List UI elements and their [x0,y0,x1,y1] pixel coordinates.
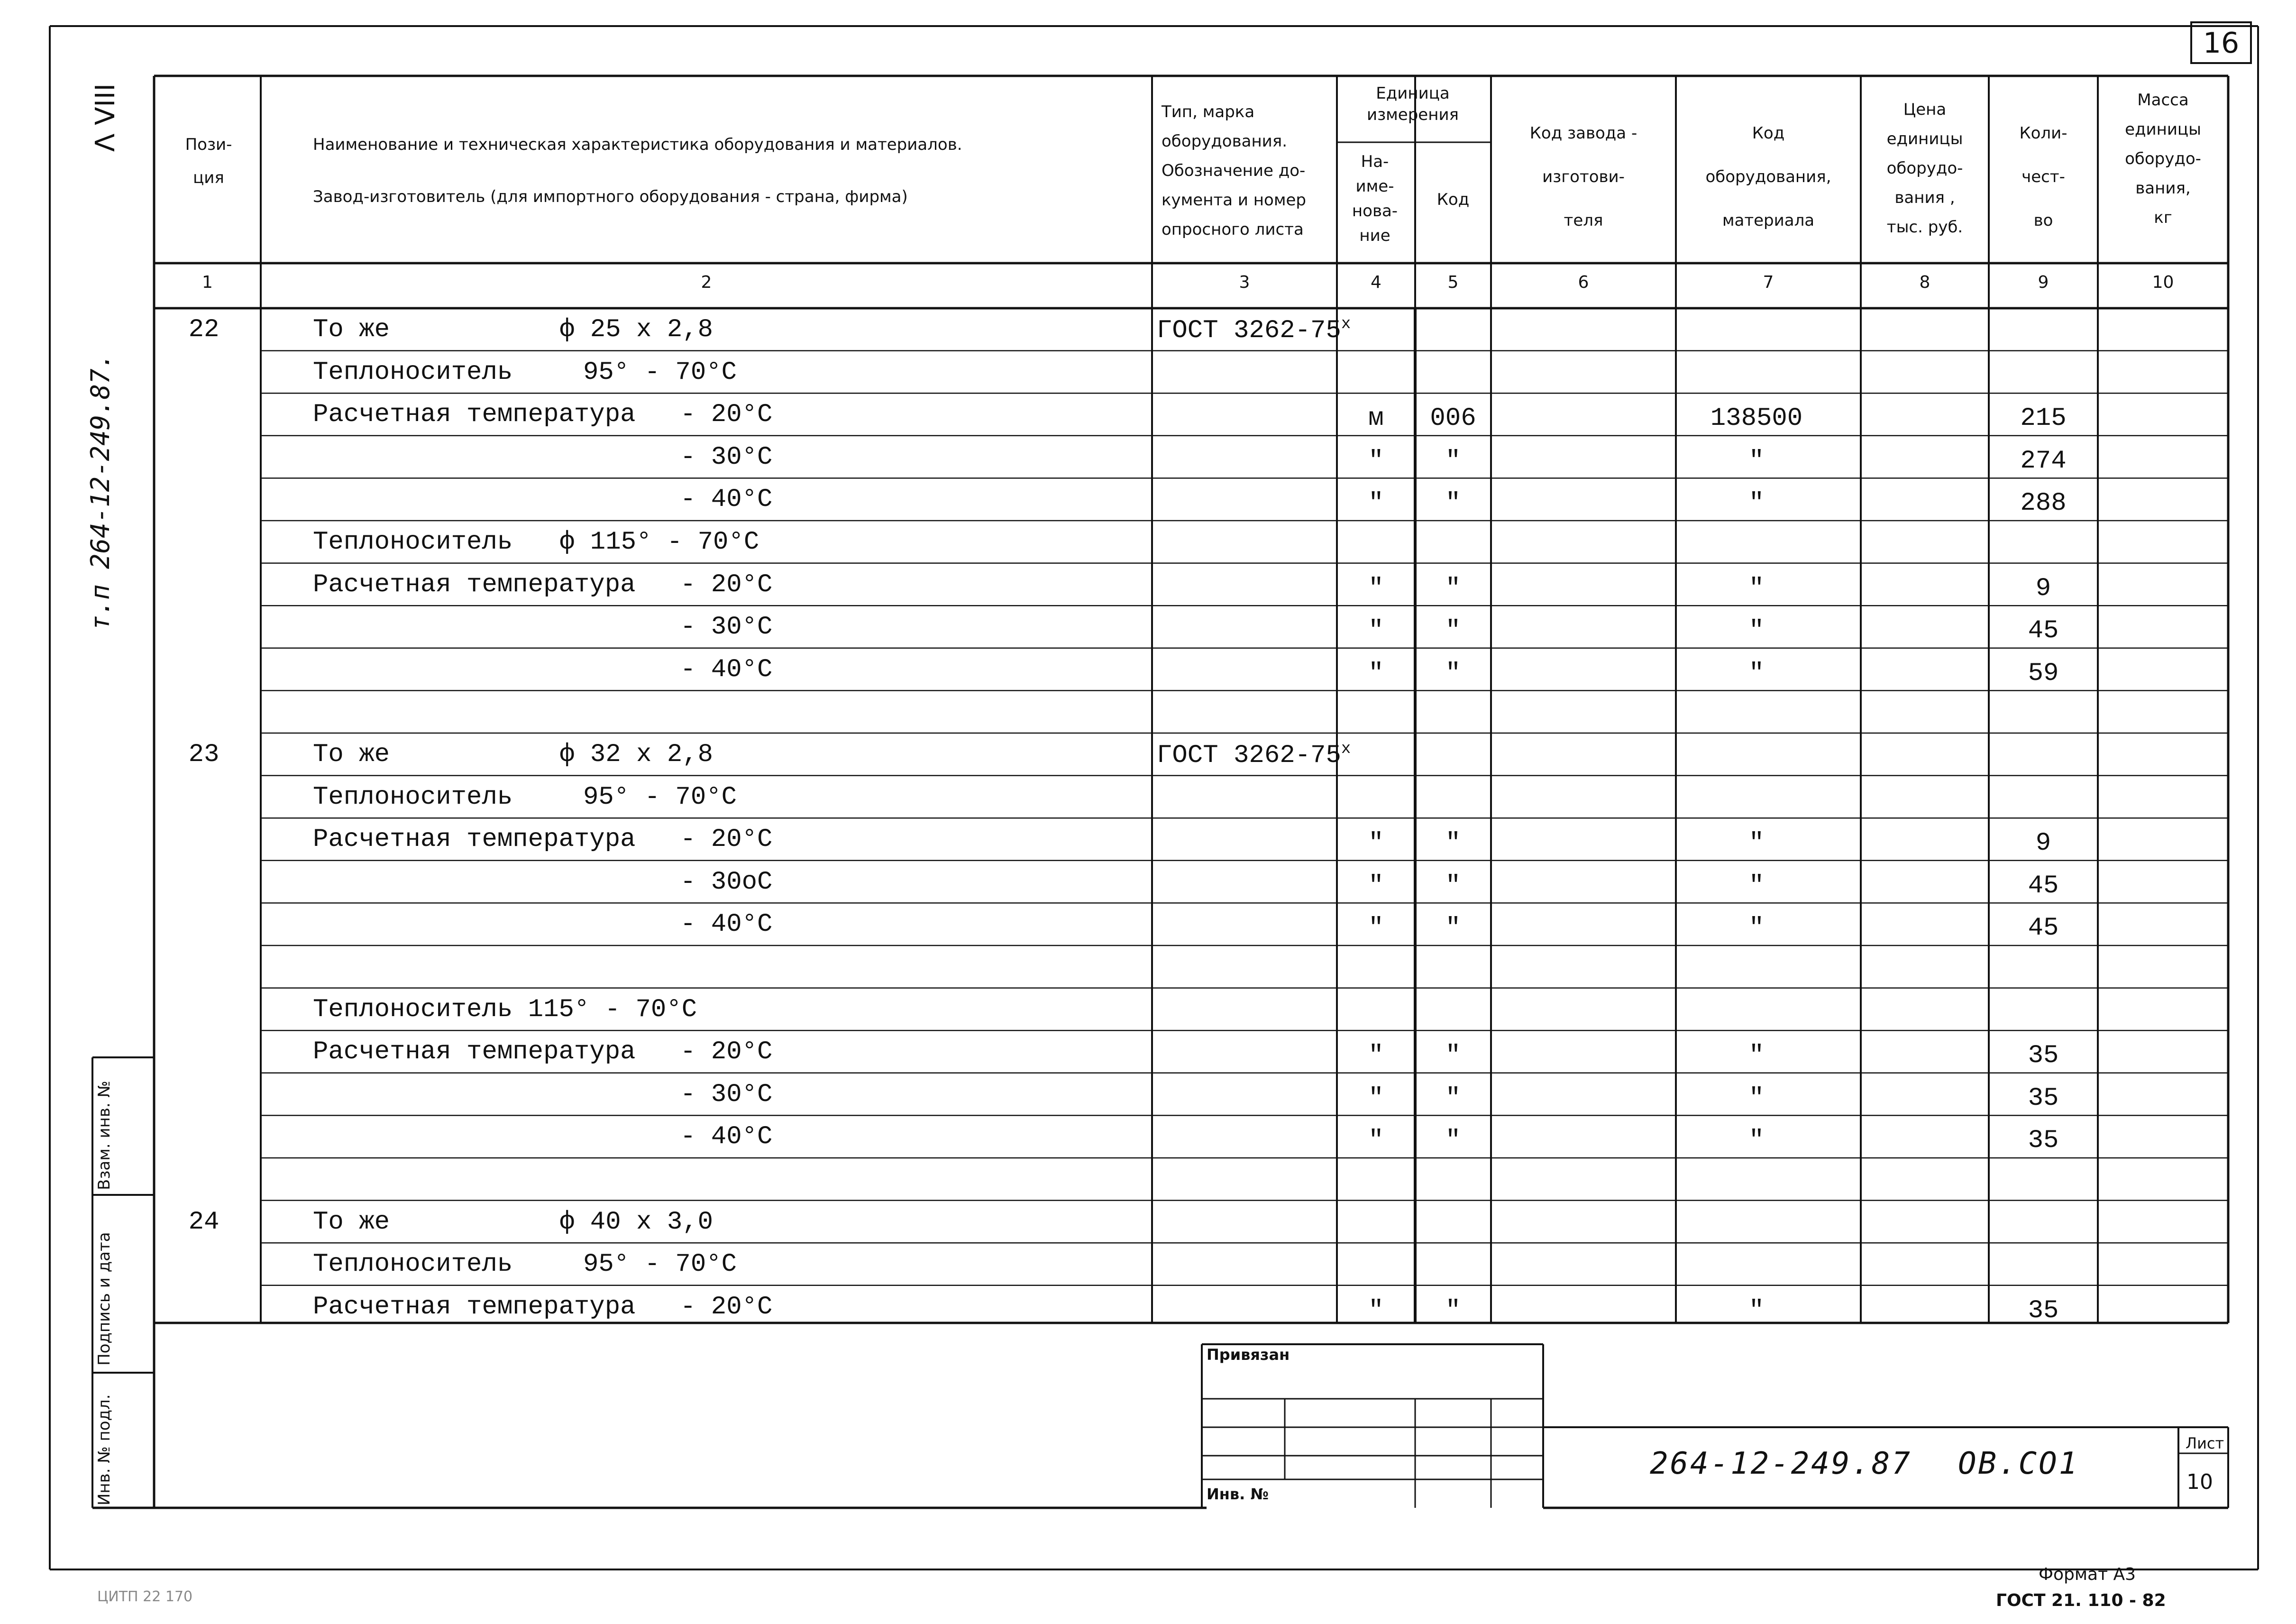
row-characteristic: - 20°С [680,570,773,599]
row-name: Расчетная температура [313,825,636,854]
row-characteristic: - 30°С [680,613,773,642]
row-material-code: " [1748,574,1765,603]
row-unit-code: " [1445,1041,1461,1071]
row-unit-code: " [1445,489,1461,518]
format-label: Формат А3 [2039,1565,2136,1584]
row-material-code: " [1748,1126,1765,1156]
row-name: Теплоноситель [313,358,513,387]
row-characteristic: - 30°С [680,442,773,472]
row-material-code: " [1748,446,1765,476]
row-material-code: " [1748,489,1765,518]
row-quantity: 45 [2028,616,2059,646]
row-unit: " [1368,1126,1384,1156]
header-factory-code: Код завода - изготови- теля [1529,124,1637,230]
row-name: Теплоноситель [313,528,513,557]
row-quantity: 45 [2028,914,2059,943]
row-material-code: 138500 [1710,404,1803,433]
row-material-code: " [1748,1083,1765,1113]
row-material-code: " [1748,1296,1765,1325]
header-position: Пози- ция [185,135,232,187]
row-characteristic: ф 32 х 2,8 [559,740,713,769]
row-unit: " [1368,659,1384,688]
row-characteristic: 95° - 70°С [583,1250,737,1279]
row-name: То же [313,740,390,769]
row-quantity: 45 [2028,871,2059,900]
header-quantity: Коли- чест- во [2019,124,2067,230]
row-characteristic: ф 115° - 70°С [559,528,759,557]
row-quantity: 9 [2035,574,2051,603]
stamp-document-code: 264-12-249.87 [1650,1446,1912,1481]
column-number-8: 8 [1919,273,1930,292]
row-characteristic: - 40°С [680,1122,773,1152]
row-characteristic: ф 25 х 2,8 [559,315,713,344]
row-unit-code: " [1445,871,1461,900]
row-quantity: 288 [2020,489,2067,518]
bottom-left-mark: ЦИТП 22 170 [97,1588,193,1605]
row-unit: " [1368,446,1384,476]
row-quantity: 9 [2035,829,2051,858]
row-unit-code: " [1445,1126,1461,1156]
row-material-code: " [1748,914,1765,943]
row-characteristic: - 30°С [680,1080,773,1109]
row-unit: " [1368,489,1384,518]
row-unit: " [1368,574,1384,603]
row-characteristic: - 20°С [680,400,773,430]
row-unit: " [1368,829,1384,858]
column-number-3: 3 [1239,273,1250,292]
column-number-6: 6 [1578,273,1589,292]
row-characteristic: - 20°С [680,1037,773,1067]
row-unit: " [1368,1296,1384,1325]
row-material-code: " [1748,1041,1765,1071]
column-number-2: 2 [701,273,712,292]
header-mass: Масса единицы оборудо- вания, кг [2125,91,2201,227]
side-label-vzam: Взам. инв. № [95,1081,114,1190]
column-number-10: 10 [2152,273,2174,292]
row-name: Теплоноситель [313,782,513,812]
row-characteristic: 95° - 70°С [583,782,737,812]
row-name: Расчетная температура [313,1292,636,1321]
row-unit-code: " [1445,616,1461,646]
row-unit: " [1368,1083,1384,1113]
row-position: 24 [188,1207,220,1237]
row-quantity: 35 [2028,1126,2059,1156]
row-characteristic: - 30оС [680,867,773,897]
row-name: Расчетная температура [313,1037,636,1067]
row-characteristic: - 40°С [680,485,773,514]
row-unit-code: " [1445,446,1461,476]
row-unit: м [1368,404,1384,433]
row-document: ГОСТ $3262-75^х$ [1157,315,1351,345]
stamp-privyazan: Привязан [1207,1346,1290,1364]
row-name: То же [313,315,390,344]
header-price: Цена единицы оборудо- вания , тыс. руб. [1886,100,1963,237]
row-document: ГОСТ $3262-75^х$ [1157,740,1351,770]
row-unit: " [1368,914,1384,943]
row-name: Теплоноситель 115° - 70°С [313,995,697,1024]
row-quantity: 59 [2028,659,2059,688]
row-unit-code: " [1445,1083,1461,1113]
header-name: Наименование и техническая характеристика оборудования и материалов. Завод-изготовитель (для импортного оборудования - страна, фирма) [313,135,962,206]
side-document-code: т.п 264-12-249.87. [85,353,115,631]
column-number-7: 7 [1763,273,1774,292]
row-name: Расчетная температура [313,570,636,599]
row-unit: " [1368,616,1384,646]
column-number-1: 1 [202,273,213,292]
stamp-list-label: Лист [2186,1434,2224,1452]
row-unit: " [1368,871,1384,900]
row-characteristic: - 20°С [680,825,773,854]
header-unit-name: На- име- нова- ние [1352,152,1398,245]
column-number-9: 9 [2038,273,2049,292]
row-characteristic: ф 40 х 3,0 [559,1207,713,1237]
row-unit-code: " [1445,829,1461,858]
header-unit: Единица измерения [1366,84,1459,124]
row-name: Расчетная температура [313,400,636,430]
row-characteristic: - 40°С [680,910,773,939]
row-name: Теплоноситель [313,1250,513,1279]
stamp-inv-no: Инв. № [1207,1485,1269,1503]
row-unit-code: " [1445,659,1461,688]
row-characteristic: - 20°С [680,1292,773,1321]
row-characteristic: 95° - 70°С [583,358,737,387]
row-material-code: " [1748,871,1765,900]
row-material-code: " [1748,659,1765,688]
row-unit-code: " [1445,914,1461,943]
row-material-code: " [1748,616,1765,646]
row-quantity: 35 [2028,1041,2059,1071]
row-unit: " [1368,1041,1384,1071]
row-name: То же [313,1207,390,1237]
row-characteristic: - 40°С [680,655,773,684]
row-position: 22 [188,315,220,344]
header-type: Тип, марка оборудования. Обозначение до- кумента и номер опросного листа [1162,102,1306,239]
column-number-4: 4 [1371,273,1381,292]
album-stamp: Λ VIII [90,83,121,152]
header-unit-code: Код [1436,190,1470,209]
row-quantity: 274 [2020,446,2067,476]
column-number-5: 5 [1447,273,1459,292]
stamp-section-code: ОВ.СО1 [1958,1446,2079,1481]
header-equipment-code: Код оборудования, материала [1705,124,1831,230]
gost-footer: ГОСТ 21. 110 - 82 [1996,1591,2166,1610]
row-unit-code: " [1445,1296,1461,1325]
row-unit-code: 006 [1430,404,1476,433]
stamp-list-number: 10 [2186,1470,2213,1494]
row-position: 23 [188,740,220,769]
row-unit-code: " [1445,574,1461,603]
row-material-code: " [1748,829,1765,858]
row-quantity: 35 [2028,1083,2059,1113]
sheet-number: 16 [2190,21,2252,64]
side-label-inv-podl: Инв. № подл. [95,1394,114,1505]
row-quantity: 215 [2020,404,2067,433]
side-label-podpis: Подпись и дата [95,1232,114,1366]
row-quantity: 35 [2028,1296,2059,1325]
